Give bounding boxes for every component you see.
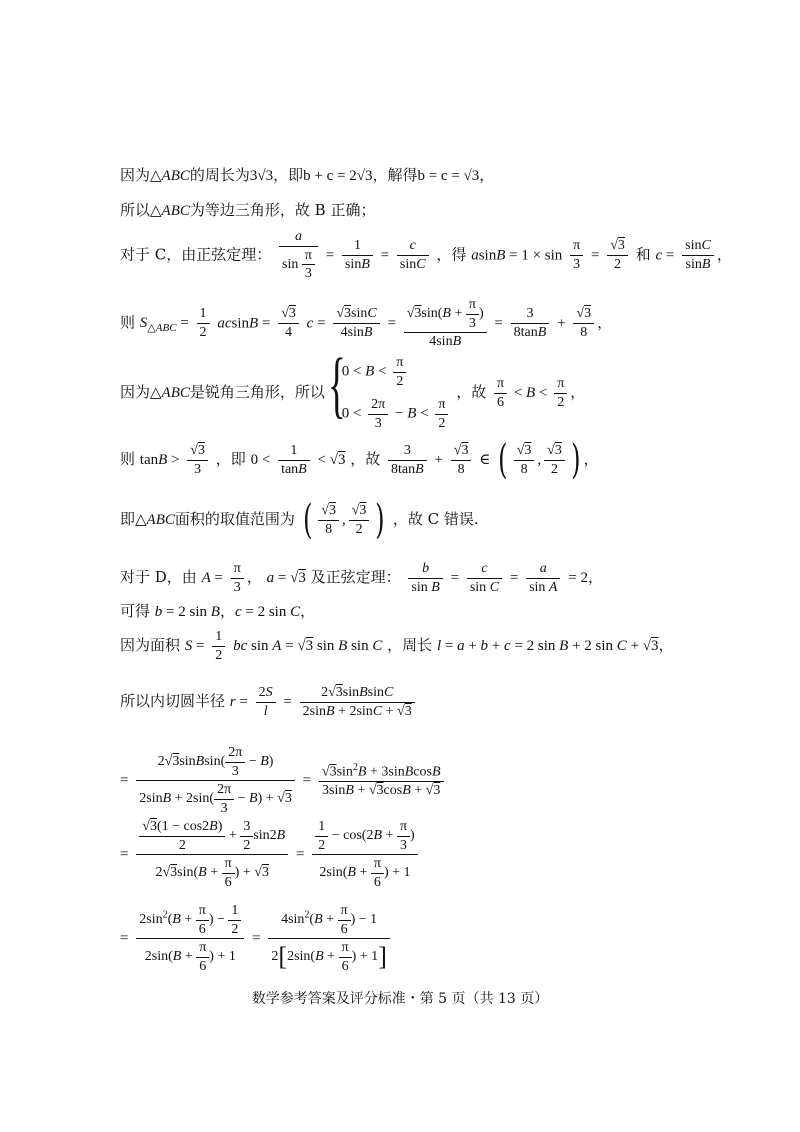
line-area-formula: 则 $S_{\triangle ABC}$ = $\frac{1}{2}$ acsinB = $\frac{√3}{4}$ c = $\frac{√3\sin C}{4\sin B}$ = √3sin(B + $\frac{\pi}{3}$ ) 4sinB = $\frac{3}{8\tan B}$ + $\frac{√3}{8}$ ， [120, 297, 613, 349]
line-acute-triangle: 因为△ABC是锐角三角形，所以 { 0 < B < $\frac{\pi}{2}$ 0 < $\frac{2\pi}{3}$ − B < $\frac{\pi}{2}$ ，故 $\frac{\pi}{6}$ < B < $\frac{\pi}{2}$ ， [120, 344, 586, 431]
line-step-1: = 2√3sinBsin( $\frac{2\pi}{3}$ − B) 2sinB + 2sin( $\frac{2\pi}{3}$ − B) + √3 = $\frac{√3\sin^2B + 3sinBcosB}{3\sin B + √3\cos B + √3}$ [120, 744, 447, 817]
line-tan-range: 则 tanB > $\frac{√3}{3}$ ，即 0 < $\frac{1}{\tan B}$ < √3 ，故 $\frac{3}{8\tan B}$ + $\frac{√3}{8}$ ∈ ( $\frac{√3}{8}$ , $\frac{√3}{2}$ ) ， [120, 437, 599, 483]
line-inradius: 所以内切圆半径 r = $\frac{2S}{l}$ = $\frac{\text{2√3sinBsinC}}{2\sin B + 2\sin C + √3}$ [120, 684, 418, 720]
line-part-d: 对于 D，由 A = $\frac{\pi}{3}$ ， a = √3 及正弦定理： $\frac{b}{\text{sin B}}$ = $\frac{c}{\text{sin C}}$ = $\frac{a}{\text{sin A}}$ = 2， [120, 561, 603, 595]
line-equilateral: 所以△ABC为等边三角形，故 B 正确； [120, 201, 376, 219]
line-perimeter: 因为△ABC的周长为3√3，即b + c = 2√3，解得b = c = √3， [120, 166, 495, 184]
line-sine-law-c: 对于 C，由正弦定理： a sin $\frac{\pi}{3}$ = $\frac{1}{\sin B}$ = $\frac{c}{\sin C}$ ，得 asinB = 1 × sin $\frac{\pi}{3}$ = $\frac{√3}{2}$ 和 c = $\frac{\sin C}{\sin B}$ ， [120, 229, 732, 281]
page-footer: 数学参考答案及评分标准・第 5 页（共 13 页） [251, 991, 549, 1007]
line-area-range: 即△ABC面积的取值范围为 ( $\frac{√3}{8}$ , $\frac{√3}{2}$ ) ，故 C 错误. [120, 497, 479, 543]
line-b-c: 可得 b = 2 sin B，c = 2 sin C， [120, 602, 316, 620]
line-step-2: = $\frac{√3(1 - \cos 2B)}{2}$ + $\frac{3}{2}$ sin2B 2√3sin(B + $\frac{\pi}{6}$ ) + √3 = $\frac{1}{2}$ − cos(2B + $\frac{\pi}{3}$ ) 2sin(B + $\frac{\pi}{6}$ ) + 1 [120, 818, 421, 891]
line-step-3: = $2\sin^2(B$ + $\frac{\pi}{6}$ ) − $\frac{1}{2}$ 2sin(B + $\frac{\pi}{6}$ ) + 1 = $4\sin^2(B$ + $\frac{\pi}{6}$ ) − 1 2[2sin(B + $\frac{\pi}{6}$ ) + 1] [120, 902, 393, 975]
line-area-perimeter: 因为面积 S = $\frac{1}{2}$ bc sin A = √3 sin B sin C ，周长 l = a + b + c = 2 sin B + 2 sin C + √3， [120, 629, 674, 663]
